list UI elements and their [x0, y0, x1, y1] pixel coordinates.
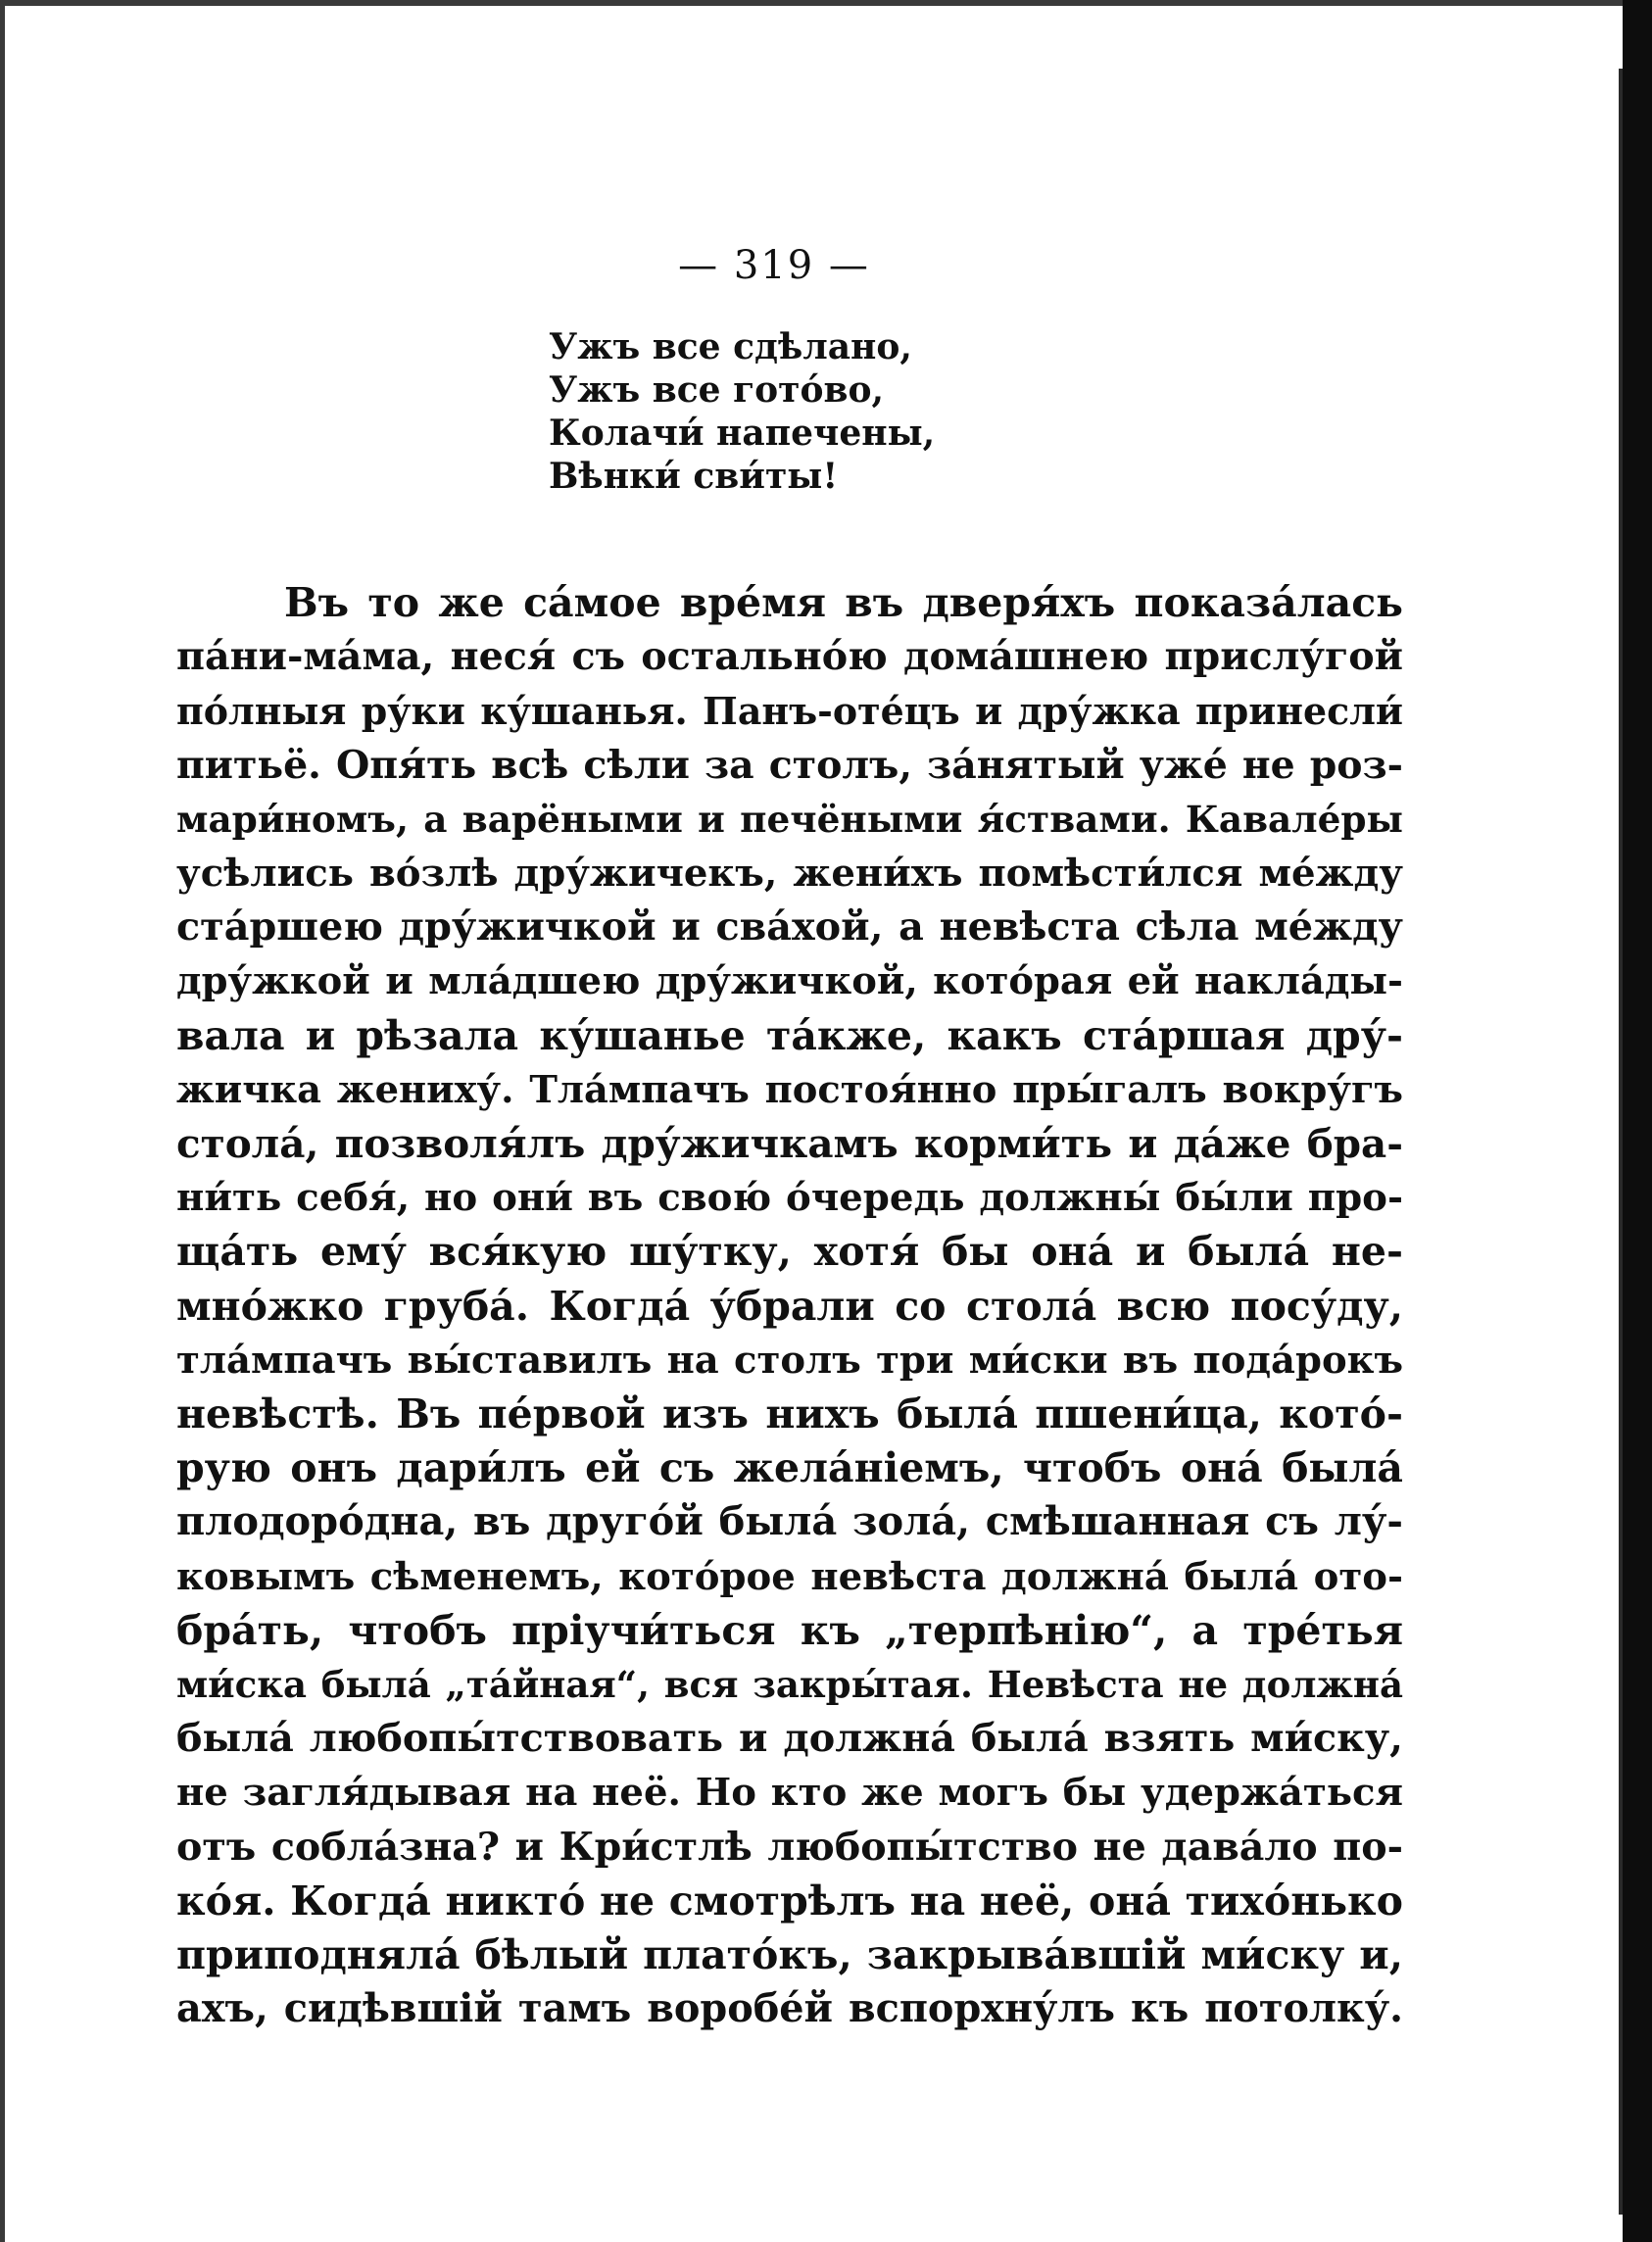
- verse-line: Ужъ все сдѣлано,: [549, 326, 912, 367]
- prose-line: ща́ть ему́ вся́кую шу́тку, хотя́ бы она́ и была́ не-: [176, 1228, 1403, 1276]
- verse-line: Вѣнки́ сви́ты!: [549, 456, 839, 497]
- prose-line: невѣстѣ. Въ пе́рвой изъ нихъ была́ пшени́ца, кото́-: [176, 1390, 1403, 1438]
- verse-line: Колачи́ напечены,: [549, 413, 936, 454]
- prose-line: рую онъ дари́лъ ей съ жела́ніемъ, чтобъ она́ была́: [176, 1444, 1403, 1492]
- prose-line: ко́я. Когда́ никто́ не смотрѣлъ на неё, она́ тихо́нько: [176, 1876, 1403, 1925]
- prose-line: ахъ, сидѣвшій тамъ воробе́й вспорхну́лъ къ потолку́.: [176, 1986, 1403, 2032]
- prose-line: мари́номъ, а варёными и печёными я́ствами. Кавалéры: [176, 797, 1403, 841]
- prose-line: усѣлись во́злѣ дру́жичекъ, жени́хъ помѣсти́лся мéжду: [176, 852, 1403, 897]
- prose-line: питьё. Опя́ть всѣ сѣли за столъ, за́нятый ужé не роз-: [176, 742, 1403, 788]
- prose-line: ни́ть себя́, но они́ въ свою́ о́чередь должны́ бы́ли про-: [176, 1176, 1403, 1221]
- prose-line: дру́жкой и мла́дшею дру́жичкой, кото́рая ей накла́ды-: [176, 959, 1403, 1004]
- prose-line: вала и рѣзала ку́шанье та́кже, какъ ста́ршая дру́-: [176, 1011, 1403, 1059]
- prose-line: бра́ть, чтобъ пріучи́ться къ „терпѣнію“, а трéтья: [176, 1606, 1403, 1654]
- prose-line: ста́ршею дру́жичкой и сва́хой, а невѣста сѣла мéжду: [176, 904, 1403, 950]
- scan-edge-right: [1623, 0, 1652, 2242]
- scan-edge-top: [0, 0, 1652, 6]
- prose-line: тла́мпачъ вы́ставилъ на столъ три ми́ски въ пода́рокъ: [176, 1338, 1403, 1383]
- prose-line: па́ни-ма́ма, неся́ съ остально́ю дома́шнею прислу́гой: [176, 634, 1403, 680]
- prose-line: плодоро́дна, въ друго́й была́ зола́, смѣшанная съ лу́-: [176, 1499, 1403, 1545]
- prose-line: ми́ска была́ „та́йная“, вся закры́тая. Невѣста не должна́: [176, 1663, 1403, 1707]
- prose-line: Въ то же са́мое вре́мя въ дверя́хъ показа́лась: [284, 579, 1403, 626]
- verse-line: Ужъ все гото́во,: [549, 369, 885, 411]
- prose-line: не загля́дывая на неё. Но кто же могъ бы удержа́ться: [176, 1771, 1403, 1816]
- prose-line: стола́, позволя́лъ дру́жичкамъ корми́ть и да́же бра-: [176, 1120, 1403, 1168]
- prose-line: отъ собла́зна? и Кри́стлѣ любопы́тство не дава́ло по-: [176, 1824, 1403, 1870]
- prose-line: приподняла́ бѣлый плато́къ, закрыва́вшій ми́ску и,: [176, 1931, 1403, 1979]
- verse-block: [549, 325, 1137, 498]
- prose-paragraph: [176, 576, 1403, 2036]
- prose-line: мно́жко груба́. Когда́ у́брали со стола́ всю посу́ду,: [176, 1282, 1403, 1330]
- page-number: — 319 —: [678, 243, 870, 288]
- prose-line: ковымъ сѣменемъ, кото́рое невѣста должна́ была́ ото-: [176, 1554, 1403, 1599]
- prose-line: по́лныя ру́ки ку́шанья. Панъ-оте́цъ и дру́жка принесли́: [176, 689, 1403, 734]
- prose-line: жичка жениху́. Тла́мпачъ постоя́нно пры́галъ вокру́гъ: [176, 1067, 1403, 1112]
- prose-line: была́ любопы́тствовать и должна́ была́ взять ми́ску,: [176, 1716, 1403, 1762]
- scan-edge-left: [0, 0, 5, 2242]
